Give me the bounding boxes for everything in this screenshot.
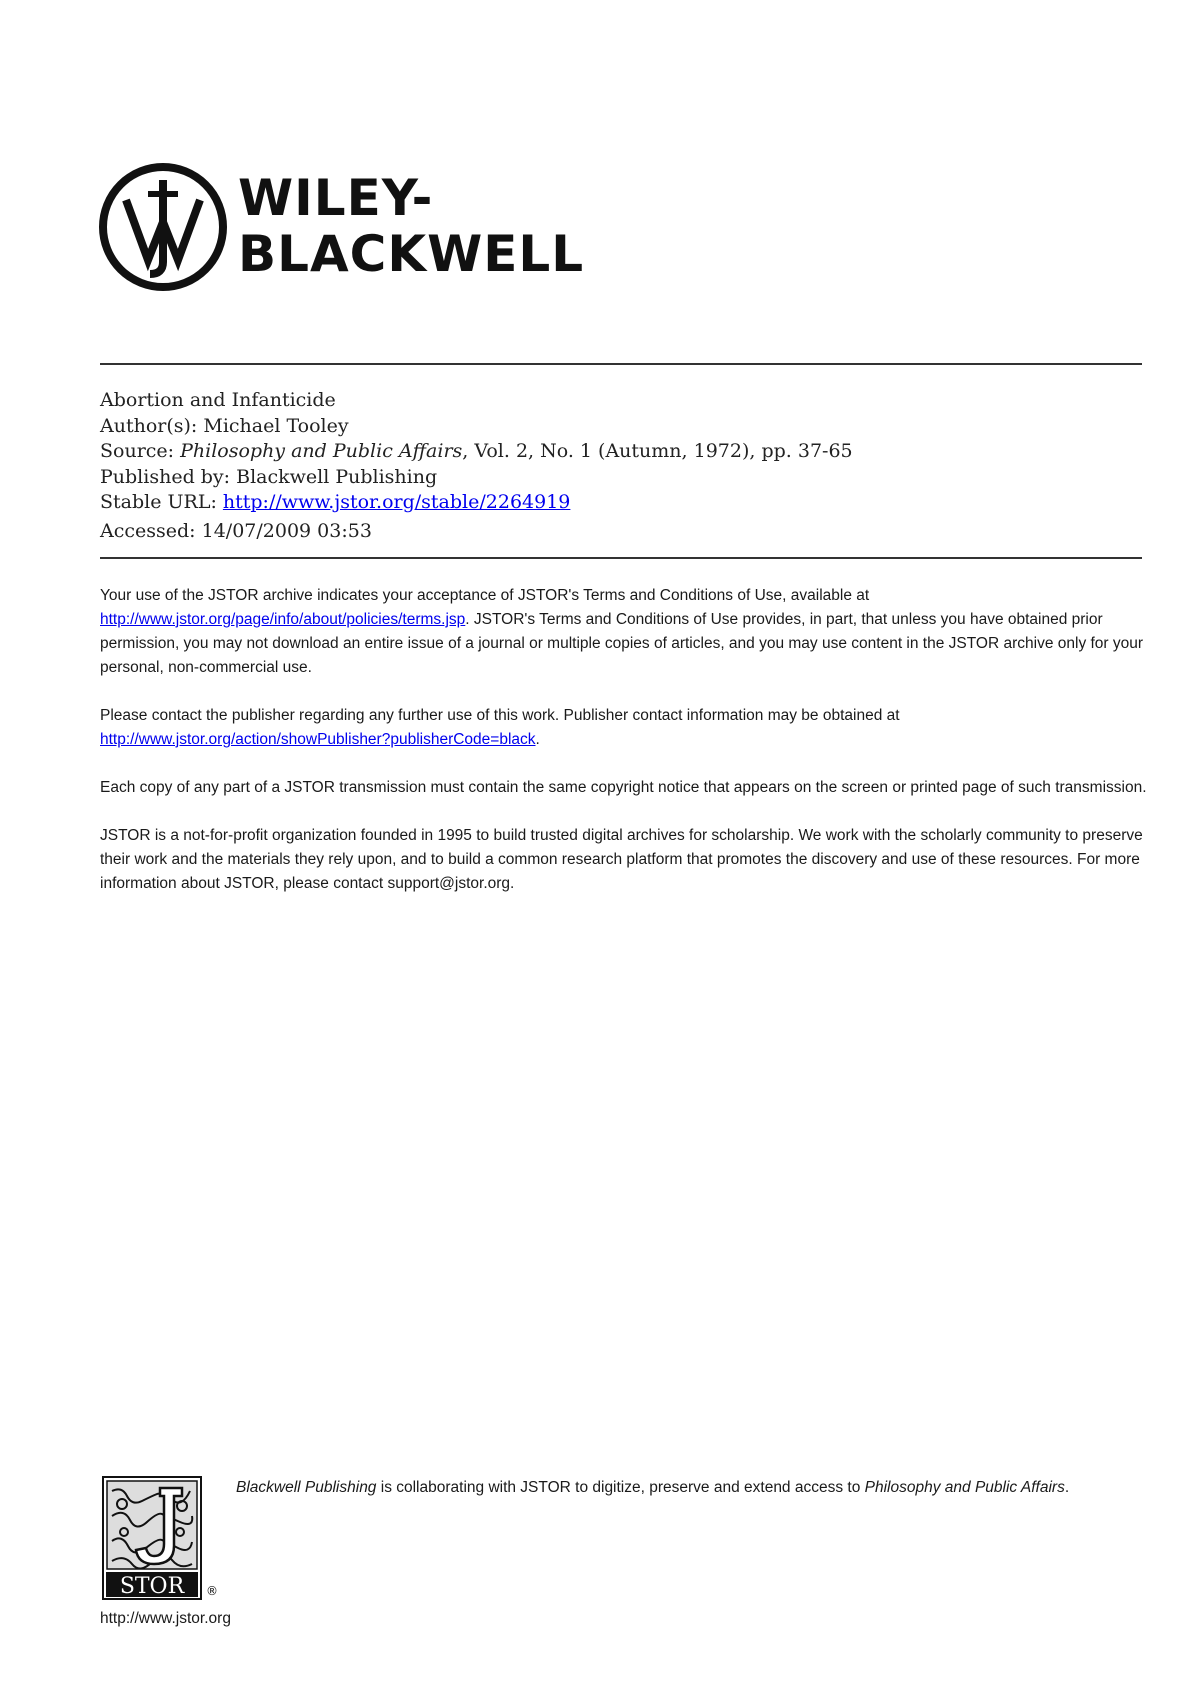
source-journal: Philosophy and Public Affairs bbox=[180, 440, 463, 462]
collaboration-notice bbox=[236, 1478, 1136, 1497]
jstor-logo-text: STOR bbox=[119, 1574, 185, 1599]
terms-p1-text-a: Your use of the JSTOR archive indicates your acceptance of JSTOR's Terms and Conditions of Use, available at bbox=[100, 587, 870, 604]
terms-paragraph-1 bbox=[100, 584, 1150, 680]
divider-top bbox=[100, 363, 1142, 365]
article-source-line bbox=[100, 439, 1140, 465]
author-label: Author(s): bbox=[100, 414, 204, 437]
article-title: Abortion and Infanticide bbox=[100, 389, 336, 411]
published-by: Blackwell Publishing bbox=[236, 465, 438, 488]
terms-p2-text-a: Please contact the publisher regarding any further use of this work. Publisher contact information may be obtained at bbox=[100, 707, 900, 724]
wiley-blackwell-logo bbox=[98, 162, 618, 292]
jstor-logo-icon bbox=[102, 1476, 202, 1600]
terms-paragraph-3: Each copy of any part of a JSTOR transmission must contain the same copyright notice that appears on the screen or printed page of such transmission. bbox=[100, 779, 1147, 796]
publisher-contact-link[interactable]: http://www.jstor.org/action/showPublisher?publisherCode=black bbox=[100, 731, 536, 748]
terms-paragraph-4: JSTOR is a not-for-profit organization founded in 1995 to build trusted digital archives for scholarship. We work with the scholarly community to preserve their work and the materials they rely upon, and to build a common research platform that promotes the discovery and use of these resources. For more information about JSTOR, please contact support@jstor.org. bbox=[100, 827, 1143, 892]
publisher-logo-text bbox=[238, 170, 584, 282]
stable-url-link[interactable]: http://www.jstor.org/stable/2264919 bbox=[222, 491, 571, 513]
logo-line-2: BLACKWELL bbox=[238, 225, 585, 283]
source-label: Source: bbox=[100, 440, 181, 462]
article-accessed-line bbox=[100, 519, 1140, 545]
article-stable-url-line bbox=[100, 490, 1140, 516]
source-details: , Vol. 2, No. 1 (Autumn, 1972), pp. 37-65 bbox=[462, 440, 853, 462]
collab-end-text: . bbox=[1064, 1479, 1070, 1496]
article-metadata bbox=[100, 388, 1140, 544]
terms-p2-text-b: . bbox=[535, 731, 540, 748]
article-publisher-line bbox=[100, 465, 1140, 491]
collab-middle-text: is collaborating with JSTOR to digitize, preserve and extend access to bbox=[376, 1479, 865, 1496]
stable-url-label: Stable URL: bbox=[100, 491, 223, 513]
article-author-line bbox=[100, 414, 1140, 440]
collab-publisher: Blackwell Publishing bbox=[236, 1479, 377, 1496]
divider-bottom bbox=[100, 557, 1142, 559]
terms-of-use bbox=[100, 584, 1150, 920]
collab-journal: Philosophy and Public Affairs bbox=[864, 1479, 1065, 1496]
jstor-url[interactable]: http://www.jstor.org bbox=[100, 1610, 231, 1627]
author-name: Michael Tooley bbox=[203, 414, 349, 437]
terms-paragraph-2 bbox=[100, 704, 1150, 752]
accessed-date: 14/07/2009 03:53 bbox=[201, 519, 372, 542]
wiley-blackwell-emblem-icon bbox=[98, 162, 228, 292]
terms-link[interactable]: http://www.jstor.org/page/info/about/policies/terms.jsp bbox=[100, 611, 466, 628]
registered-mark: ® bbox=[206, 1584, 218, 1598]
published-by-label: Published by: bbox=[100, 465, 237, 488]
terms-p1-text-b: . JSTOR's Terms and Conditions of Use provides, in part, that unless you have obtained prior permission, you may not download an entire issue of a journal or multiple copies of articles, and you may use content in the JSTOR archive only for your personal, non-commercial use. bbox=[100, 611, 1144, 676]
accessed-label: Accessed: bbox=[100, 519, 202, 542]
logo-line-1: WILEY- bbox=[238, 169, 434, 227]
